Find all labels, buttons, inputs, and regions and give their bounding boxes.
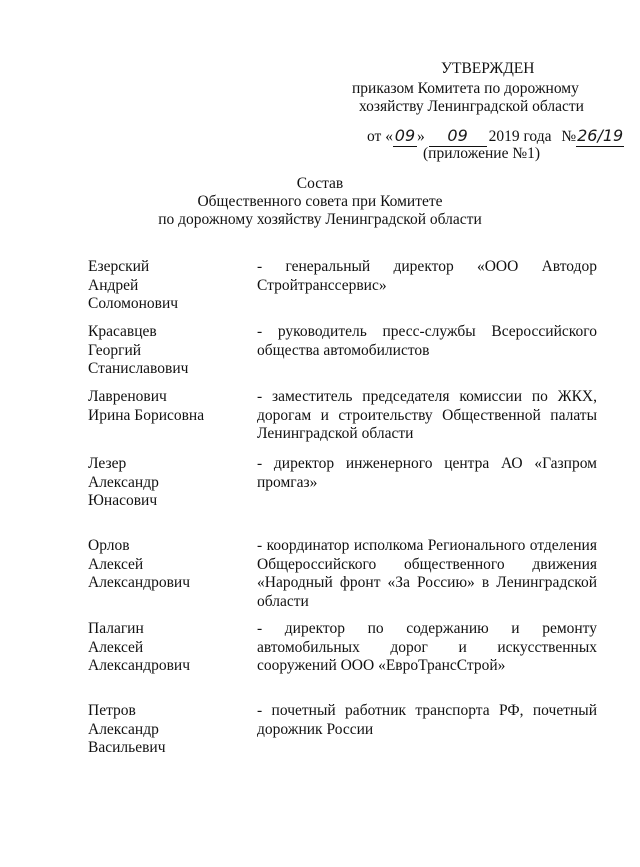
appendix-label: (приложение №1) [423, 145, 541, 162]
member-patronymic: Станиславович [88, 360, 189, 377]
handwritten-number: 26/19 [577, 126, 624, 145]
member-patronymic: Соломонович [88, 295, 179, 312]
approval-line-1: приказом Комитета по дорожному [352, 80, 579, 97]
member-first-name: Ирина Борисовна [88, 406, 205, 424]
number-prefix: № [561, 128, 577, 145]
approved-heading: УТВЕРЖДЕН [441, 60, 535, 77]
member-role: - директор по содержанию и ремонту автомобильных дорог и искусственных сооружений ООО «ЕвроТрансСтрой» [257, 620, 597, 674]
member-name [88, 258, 248, 314]
member-first-name: Андрей [88, 276, 139, 294]
member-role: - директор инженерного центра АО «Газпром промгаз» [257, 455, 597, 491]
title-line-1: Состав [296, 175, 344, 192]
member-surname: Лезер [88, 455, 127, 472]
member-name [88, 455, 248, 511]
member-surname: Орлов [88, 537, 130, 554]
date-day-underline [393, 127, 417, 147]
member-surname: Петров [88, 702, 136, 719]
date-year: 2019 года [488, 128, 552, 145]
date-mid: » [416, 128, 425, 145]
member-surname: Лавренович [88, 388, 167, 405]
number-underline [576, 127, 624, 147]
member-patronymic: Александрович [88, 657, 190, 674]
member-patronymic: Александрович [88, 574, 190, 591]
handwritten-day: 09 [394, 126, 416, 145]
member-surname: Красавцев [88, 323, 157, 340]
title-line-3: по дорожному хозяйству Ленинградской области [158, 211, 482, 228]
member-surname: Палагин [88, 620, 144, 637]
member-role: - генеральный директор «ООО Автодор Стройтранссервис» [257, 258, 597, 294]
member-first-name: Александр [88, 473, 159, 491]
member-role: - заместитель председателя комиссии по ЖКХ, дорогам и строительству Общественной палаты Ленинградской области [257, 388, 597, 442]
date-month-underline [429, 127, 487, 147]
member-role: - координатор исполкома Регионального отделения Общероссийского общественного движения «Народный фронт «За Россию» в Ленинградской области [257, 537, 597, 610]
member-name [88, 702, 248, 758]
member-first-name: Алексей [88, 555, 144, 573]
member-name [88, 620, 248, 676]
approval-date-line [367, 127, 624, 147]
member-patronymic: Юнасович [88, 492, 158, 509]
member-name [88, 323, 248, 379]
member-first-name: Алексей [88, 638, 144, 656]
approval-line-2: хозяйству Ленинградской области [359, 98, 584, 115]
member-surname: Езерский [88, 258, 150, 275]
member-name [88, 537, 248, 593]
handwritten-month: 09 [447, 126, 468, 145]
member-patronymic: Васильевич [88, 739, 166, 756]
member-role: - почетный работник транспорта РФ, почетный дорожник России [257, 702, 597, 738]
member-first-name: Александр [88, 720, 159, 738]
member-name [88, 388, 248, 425]
member-role: - руководитель пресс-службы Всероссийского общества автомобилистов [257, 323, 597, 359]
title-line-2: Общественного совета при Комитете [197, 193, 443, 210]
date-prefix: от « [367, 128, 393, 145]
member-first-name: Георгий [88, 341, 142, 359]
